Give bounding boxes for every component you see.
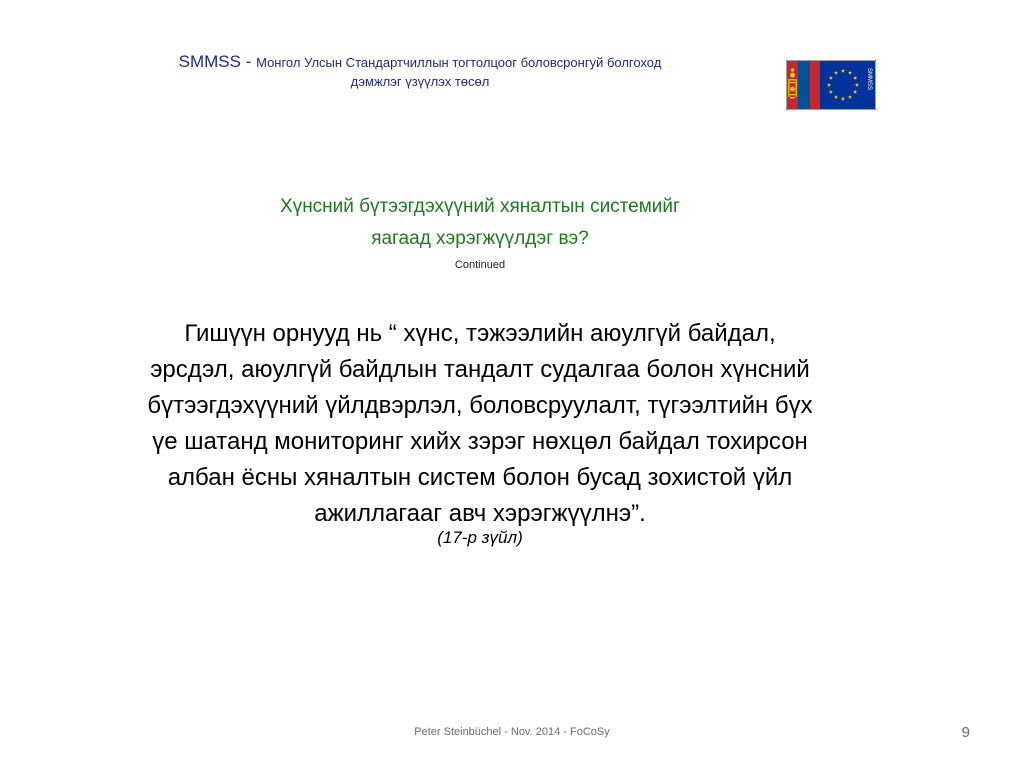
body-line: үе шатанд мониторинг хийх зэрэг нөхцөл байдал тохирсон — [152, 428, 808, 455]
page-number: 9 — [961, 724, 970, 741]
body-line: ажиллагааг авч хэрэгжүүлнэ”. — [314, 500, 646, 527]
footer-credit: Peter Steinbüchel - Nov. 2014 - FoCoSy — [414, 726, 610, 738]
project-acronym: SMMSS — [178, 52, 241, 71]
mongolia-eu-flag-logo — [786, 60, 876, 110]
project-name-line2: дэмжлэг үзүүлэх төсөл — [350, 74, 490, 89]
project-name-line1: Монгол Улсын Стандартчиллын тогтолцоог боловсронгуй болгоход — [256, 55, 662, 70]
header-separator: - — [240, 52, 257, 71]
continued-note: Continued — [454, 259, 506, 271]
body-line: Гишүүн орнууд нь “ хүнс, тэжээлийн аюулгүй байдал, — [184, 320, 776, 347]
logo-vertical-text: SMMSS — [866, 68, 872, 91]
slide-title-line2: яагаад хэрэгжүүлдэг вэ? — [371, 228, 589, 249]
header — [100, 52, 740, 91]
body-line: бүтээгдэхүүний үйлдвэрлэл, боловсруулалт, түгээлтийн бүх — [147, 392, 813, 419]
flag-logo-icon — [786, 60, 876, 110]
article-citation: (17-р зүйл) — [437, 528, 523, 547]
body-line: албан ёсны хяналтын систем болон бусад зохистой үйл — [167, 464, 793, 491]
body-line: эрсдэл, аюулгүй байдлын тандалт судалгаа болон хүнсний — [150, 356, 810, 383]
slide-title-line1: Хүнсний бүтээгдэхүүний хяналтын системийг — [280, 196, 680, 217]
slide-title — [180, 191, 780, 255]
body-paragraph — [95, 316, 865, 532]
header-title-line — [100, 52, 740, 73]
